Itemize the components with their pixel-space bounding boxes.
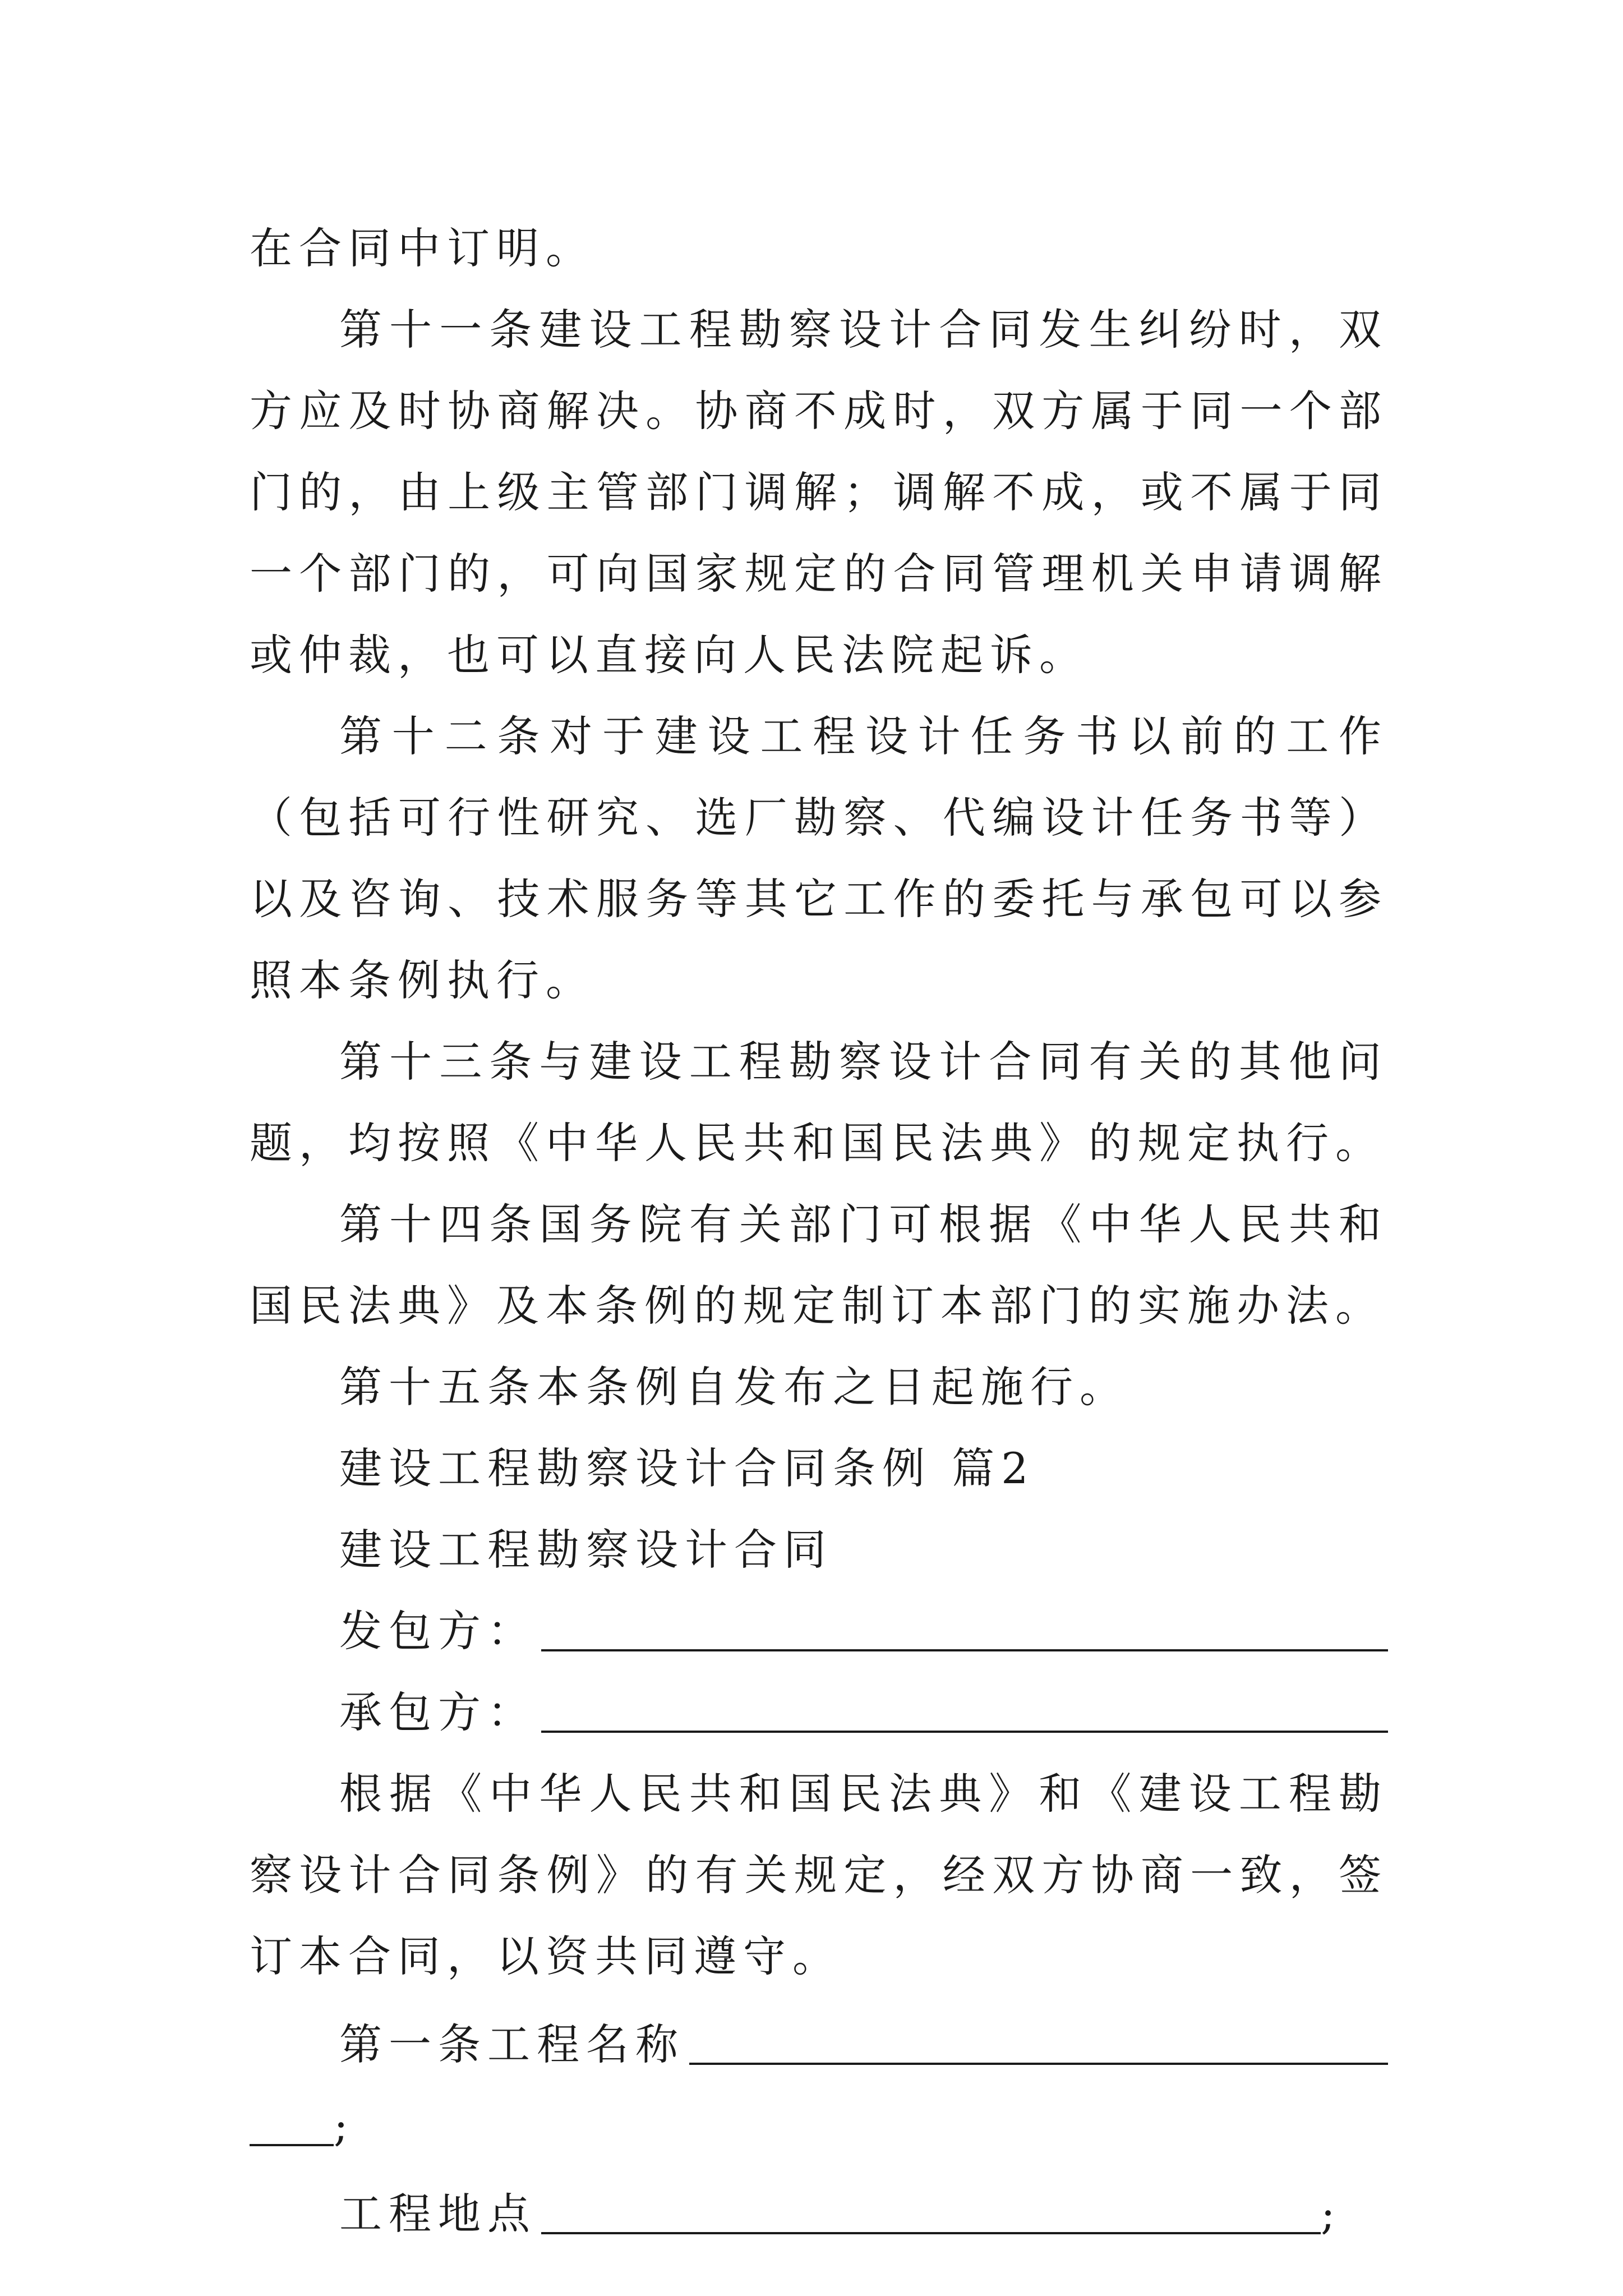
paragraph-basis: 根据《中华人民共和国民法典》和《建设工程勘察设计合同条例》的有关规定，经双方协商一致，签订本合同，以资共同遵守。 (250, 1769, 1388, 1981)
article-1-line (250, 2004, 1388, 2085)
article-1-semicolon: ; (334, 2101, 348, 2151)
article-1-continuation (250, 2085, 1388, 2166)
party-b-label: 承包方： (339, 1687, 537, 1737)
paragraph-article-11: 第十一条建设工程勘察设计合同发生纠纷时，双方应及时协商解决。协商不成时，双方属于同一个部门的，由上级主管部门调解；调解不成，或不属于同一个部门的，可向国家规定的合同管理机关申请调解或仲裁，也可以直接向人民法院起诉。 (250, 305, 1388, 680)
paragraph-continuation: 在合同中订明。 (250, 223, 595, 273)
location-label: 工程地点 (339, 2189, 537, 2239)
party-b-line (250, 1672, 1388, 1753)
location-line (250, 2173, 1388, 2254)
paragraph-article-15: 第十五条本条例自发布之日起施行。 (339, 1362, 1129, 1412)
paragraph-article-14: 第十四条国务院有关部门可根据《中华人民共和国民法典》及本条例的规定制订本部门的实施办法。 (250, 1199, 1388, 1331)
document-page (250, 208, 1388, 2254)
project-name-blank (689, 2063, 1388, 2065)
location-blank (541, 2232, 1321, 2234)
paragraph-article-12: 第十二条对于建设工程设计任务书以前的工作（包括可行性研究、选厂勘察、代编设计任务书等）以及咨询、技术服务等其它工作的委托与承包可以参照本条例执行。 (250, 711, 1388, 1005)
party-b-blank (541, 1731, 1388, 1733)
party-a-label: 发包方： (339, 1606, 537, 1656)
location-semicolon: ; (1321, 2189, 1342, 2239)
article-1-label: 第一条工程名称 (339, 2019, 685, 2069)
contract-title: 建设工程勘察设计合同 (339, 1525, 833, 1575)
section-heading: 建设工程勘察设计合同条例 篇2 (339, 1443, 1035, 1493)
paragraph-article-13: 第十三条与建设工程勘察设计合同有关的其他问题，均按照《中华人民共和国民法典》的规定执行。 (250, 1037, 1388, 1168)
party-a-line (250, 1590, 1388, 1672)
party-a-blank (541, 1649, 1388, 1651)
project-name-blank-cont (250, 2144, 334, 2146)
